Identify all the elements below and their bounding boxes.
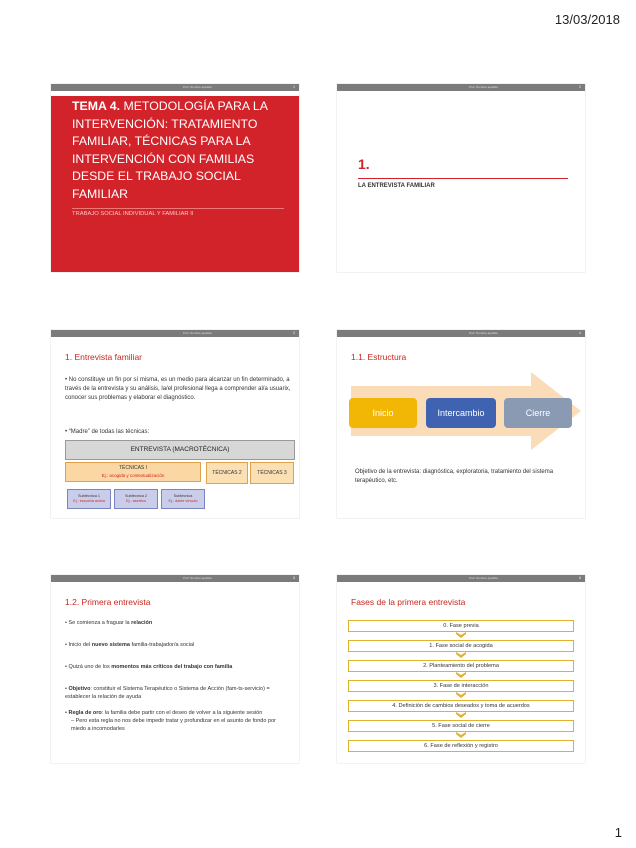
slide-number: 1: [293, 85, 295, 89]
bullet-text: • Inicio del nuevo sistema familia-trabajador/a social: [65, 642, 195, 648]
tecnica-box-3: TÉCNICAS 3: [250, 462, 294, 484]
tecnica-example: Ej.: acogida y contextualización: [101, 473, 165, 478]
chevron-down-icon: [456, 712, 466, 718]
subtecnica-label: Subtécnica 2: [125, 494, 147, 498]
subtecnica-box: [114, 489, 158, 509]
title-text: METODOLOGÍA PARA LA INTERVENCIÓN: TRATAMIENTO FAMILIAR, TÉCNICAS PARA LA INTERVENCIÓN CON FAMILIAS DESDE EL TRABAJO SOCIAL FAMILIAR: [72, 99, 268, 201]
slide-2: [337, 84, 585, 272]
slide-author: Prof. Nombre apellido: [183, 85, 213, 89]
section-number: 1.: [358, 156, 370, 172]
step-inicio: Inicio: [349, 398, 417, 428]
slide-topbar: [337, 84, 585, 91]
slide-topbar: [51, 575, 299, 582]
chevron-down-icon: [456, 652, 466, 658]
title-bold: TEMA 4.: [72, 99, 121, 113]
slide-author: Prof. Nombre apellido: [183, 331, 213, 335]
slide-6: [337, 575, 585, 763]
section-divider: [358, 178, 568, 179]
tecnica-box-1: [65, 462, 201, 482]
phase-box: 4. Definición de cambios deseados y toma de acuerdos: [348, 700, 574, 712]
subtecnica-example: Ej.: doble vínculo: [168, 499, 198, 503]
page-number: 1: [614, 825, 622, 840]
slide-title: Fases de la primera entrevista: [351, 597, 466, 607]
phase-box: 2. Planteamiento del problema: [348, 660, 574, 672]
slide-author: Prof. Nombre apellido: [183, 576, 213, 580]
phase-box: 3. Fase de interacción: [348, 680, 574, 692]
slide-author: Prof. Nombre apellido: [469, 331, 499, 335]
step-intercambio: Intercambio: [426, 398, 496, 428]
sub-bullet-text: – Pero esta regla no nos debe impedir tratar y profundizar en el asunto de fondo por miedo a incomodarles: [71, 718, 276, 732]
slide-author: Prof. Nombre apellido: [469, 576, 499, 580]
slide-subtitle: TRABAJO SOCIAL INDIVIDUAL Y FAMILIAR II: [72, 211, 194, 217]
slide-number: 4: [579, 331, 581, 335]
slide-topbar: [337, 330, 585, 337]
subtecnica-example: Ej.: asertivo: [126, 499, 146, 503]
slide-number: 5: [293, 576, 295, 580]
slide-number: 6: [579, 576, 581, 580]
slide-number: 2: [579, 85, 581, 89]
phase-box: 6. Fase de reflexión y registro: [348, 740, 574, 752]
tecnica-label: TÉCNICAS I: [118, 465, 148, 471]
slide-title: 1. Entrevista familiar: [65, 352, 142, 362]
subtecnica-box: [67, 489, 111, 509]
step-cierre: Cierre: [504, 398, 572, 428]
section-title: LA ENTREVISTA FAMILIAR: [358, 183, 435, 189]
slide-title: 1.1. Estructura: [351, 352, 407, 362]
subtecnica-example: Ej.: escucha activa: [73, 499, 105, 503]
slide-topbar: [337, 575, 585, 582]
slide-1: [51, 84, 299, 272]
bullet-text: • Se comienza a fraguar la relación: [65, 620, 153, 626]
slide-title: [72, 98, 284, 203]
slide-title: 1.2. Primera entrevista: [65, 597, 151, 607]
subtecnica-box: [161, 489, 205, 509]
phase-box: 5. Fase social de cierre: [348, 720, 574, 732]
objective-text: Objetivo de la entrevista: diagnóstica, exploratoria, tratamiento del sistema terapéutico, etc.: [355, 469, 554, 484]
slide-number: 3: [293, 331, 295, 335]
chevron-down-icon: [456, 692, 466, 698]
macrotecnica-box: ENTREVISTA (MACROTÉCNICA): [65, 440, 295, 460]
header-date: 13/03/2018: [554, 12, 620, 27]
title-divider: [72, 208, 284, 209]
phase-box: 0. Fase previa: [348, 620, 574, 632]
slide-topbar: [51, 84, 299, 91]
bullet-text: • No constituye un fin por sí misma, es un medio para alcanzar un fin determinado, a través de la entrevista y su análisis, la/el profesional llega a comprender al/a usuarix, conocer sus problemas y elaborar el diagnóstico.: [65, 377, 291, 401]
slide-topbar: [51, 330, 299, 337]
bullet-text: • Objetivo: constituir el Sistema Terapéutico o Sistema de Acción (fam-ts-servicio) = establecer la relación de ayuda: [65, 686, 270, 700]
slide-5: [51, 575, 299, 763]
subtecnica-label: Subtécnica: [173, 494, 193, 498]
bullet-text: • Regla de oro: la familia debe partir con el deseo de volver a la siguiente sesión – Pero esta regla no nos debe impedir tratar y profundizar en el asunto de fondo por miedo a incomodarles: [65, 709, 287, 733]
tecnica-box-2: TÉCNICAS 2: [206, 462, 248, 484]
slide-3: [51, 330, 299, 518]
phase-box: 1. Fase social de acogida: [348, 640, 574, 652]
slide-author: Prof. Nombre apellido: [469, 85, 499, 89]
bullet-text: • “Madre” de todas las técnicas:: [65, 429, 150, 435]
slide-4: [337, 330, 585, 518]
bullet-text: • Quizá uno de los momentos más críticos del trabajo con familia: [65, 664, 233, 670]
chevron-down-icon: [456, 732, 466, 738]
subtecnica-label: Subtécnica 1: [78, 494, 100, 498]
chevron-down-icon: [456, 672, 466, 678]
chevron-down-icon: [456, 632, 466, 638]
